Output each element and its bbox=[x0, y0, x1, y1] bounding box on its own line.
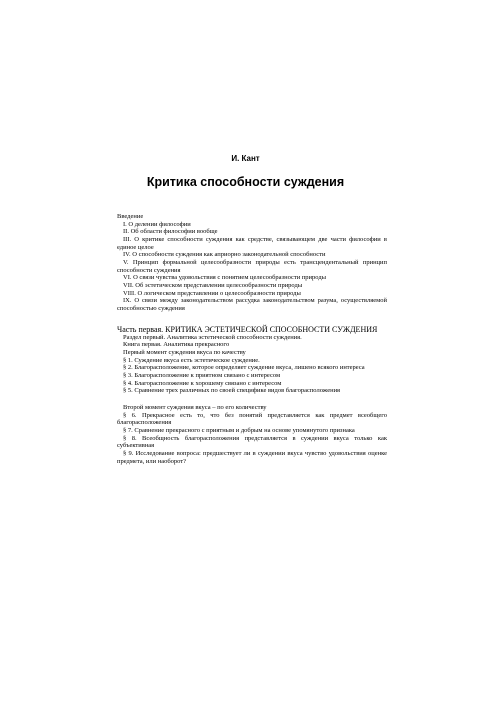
toc-item: § 9. Исследование вопроса: предшествует ли в суждении вкуса чувство удовольствия оценке предмета, или наоборот? bbox=[117, 449, 387, 465]
toc-item: § 3. Благорасположение к приятном связано с интересом bbox=[123, 372, 281, 380]
toc-item: § 7. Сравнение прекрасного с приятным и добрым на основе упомянутого признака bbox=[123, 426, 355, 434]
table-of-contents bbox=[117, 213, 387, 465]
toc-item: IV. О способности суждения как априорно законодательной способности bbox=[123, 251, 326, 259]
toc-part-one-heading: Часть первая. КРИТИКА ЭСТЕТИЧЕСКОЙ СПОСОБНОСТИ СУЖДЕНИЯ bbox=[117, 324, 378, 334]
toc-item: VI. О связи чувства удовольствия с понятием целесообразности природы bbox=[123, 274, 327, 282]
toc-item: VII. Об эстетическом представлении целесообразности природы bbox=[123, 281, 303, 289]
toc-item: § 6. Прекрасное есть то, что без понятий представляется как предмет всеобщего благорасположения bbox=[117, 411, 387, 427]
toc-item: Книга первая. Аналитика прекрасного bbox=[123, 341, 230, 349]
toc-second-moment-heading: Второй момент суждения вкуса – по его количеству bbox=[123, 403, 267, 411]
toc-item: § 8. Всеобщность благорасположения представляется в суждении вкуса только как субъективная bbox=[117, 434, 387, 450]
toc-item: Раздел первый. Аналитика эстетической способности суждения. bbox=[123, 333, 302, 341]
toc-item: § 5. Сравнение трех различных по своей специфике видов благорасположения bbox=[123, 387, 341, 395]
toc-item: § 4. Благорасположение к хорошему связано с интересом bbox=[123, 379, 282, 387]
toc-item: I. О делении философии bbox=[123, 220, 191, 228]
toc-intro-heading: Введение bbox=[117, 213, 144, 220]
toc-item: III. О критике способности суждения как средстве, связывающем две части философии в единое целое bbox=[117, 235, 387, 251]
toc-item: § 1. Суждение вкуса есть эстетическое суждение. bbox=[123, 356, 260, 364]
toc-item: II. Об области философии вообще bbox=[123, 228, 218, 236]
toc-item: § 2. Благорасположение, которое определяет суждение вкуса, лишено всякого интереса bbox=[123, 364, 365, 372]
toc-item: IX. О связи между законодательством рассудка законодательством разума, осуществляемой способностью суждения bbox=[117, 297, 387, 312]
toc-item: Первый момент суждения вкуса по качеству bbox=[123, 349, 246, 357]
toc-item: V. Принцип формальной целесообразности природы есть трансцендентальный принцип способности суждения bbox=[117, 258, 387, 274]
book-title: Критика способности суждения bbox=[146, 175, 345, 189]
toc-item: VIII. О логическом представлении о целесообразности природы bbox=[123, 289, 301, 297]
author-name: И. Кант bbox=[231, 154, 260, 163]
